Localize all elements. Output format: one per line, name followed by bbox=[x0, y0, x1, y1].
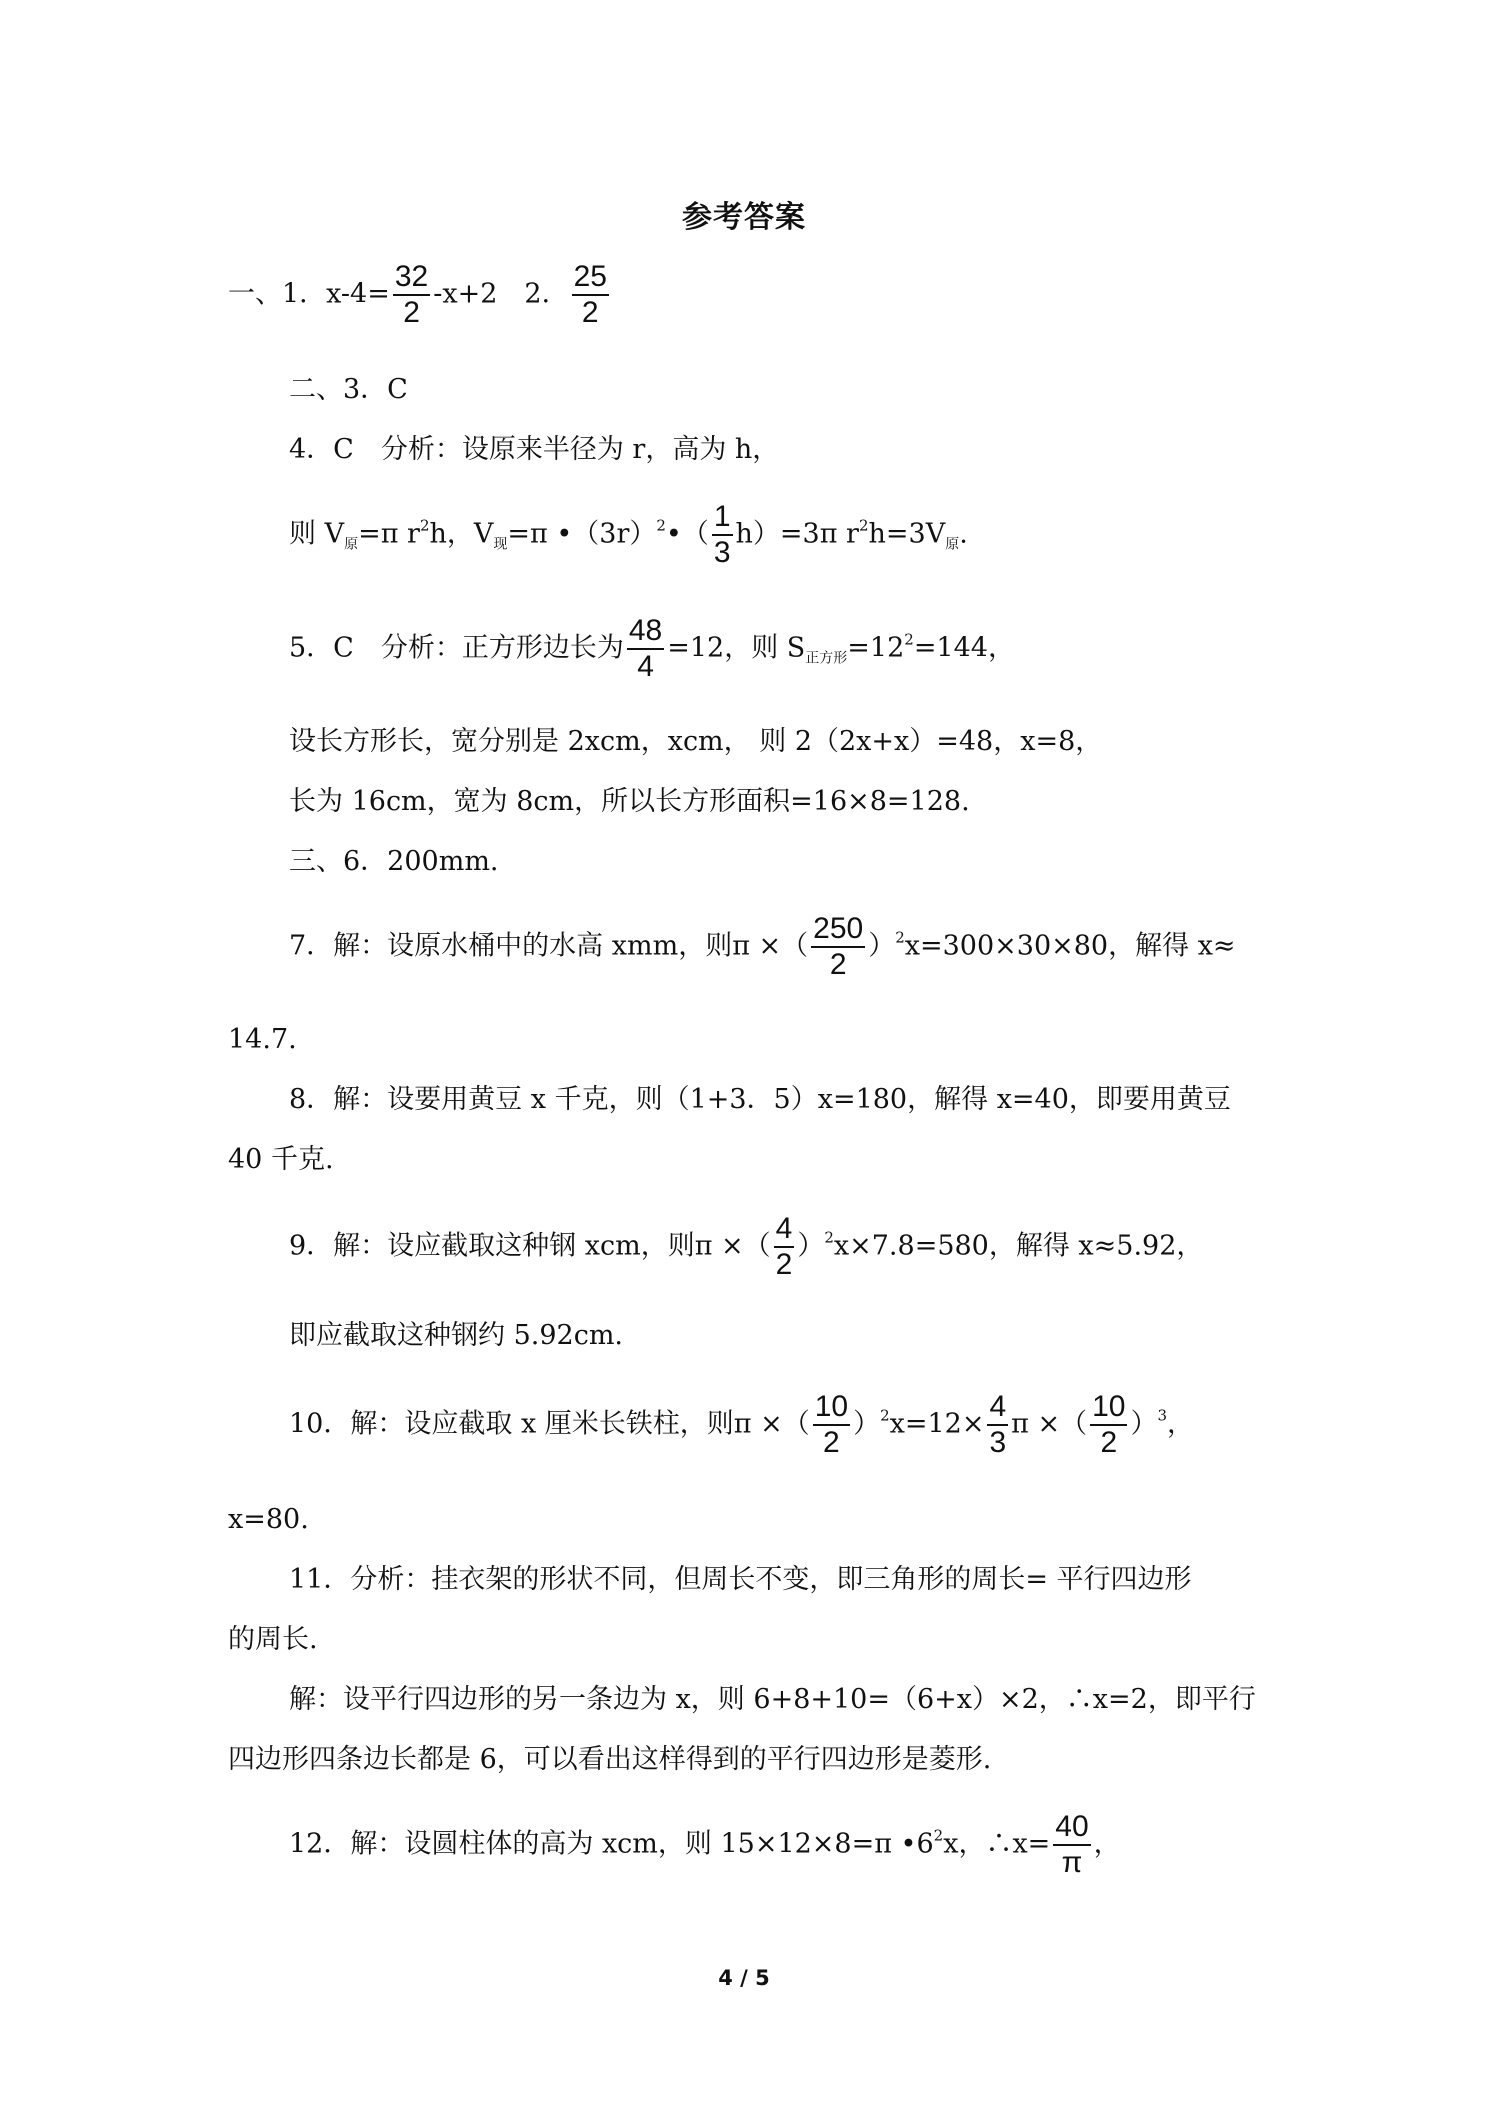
answer-line-12: 40 千克. bbox=[228, 1144, 334, 1175]
text: -x+2 2． bbox=[433, 278, 569, 310]
denominator: 2 bbox=[581, 296, 599, 329]
text: x，∴x= bbox=[943, 1828, 1051, 1860]
text: 则 V bbox=[289, 518, 345, 550]
answer-line-11: 8．解：设要用黄豆 x 千克，则（1+3．5）x=180，解得 x=40，即要用黄豆 bbox=[289, 1084, 1231, 1115]
text: . bbox=[959, 518, 968, 550]
text: 12．解：设圆柱体的高为 xcm，则 15×12×8=π •6 bbox=[289, 1828, 934, 1860]
text: ） bbox=[1130, 1408, 1158, 1440]
answer-line-2: 二、3．C bbox=[289, 374, 408, 405]
fraction bbox=[712, 500, 733, 570]
answer-line-13 bbox=[289, 1212, 1203, 1282]
numerator: 4 bbox=[774, 1212, 795, 1248]
text: h=3V bbox=[868, 518, 946, 550]
denominator: 2 bbox=[829, 948, 847, 981]
fraction bbox=[393, 260, 430, 330]
text: =12 bbox=[847, 632, 905, 664]
superscript: 3 bbox=[1157, 1406, 1168, 1425]
numerator: 10 bbox=[813, 1390, 850, 1426]
denominator: 4 bbox=[637, 650, 654, 683]
text: 5．C 分析：正方形边长为 bbox=[289, 632, 624, 664]
denominator: 3 bbox=[989, 1426, 1007, 1459]
answer-line-18: 的周长. bbox=[228, 1624, 318, 1655]
fraction bbox=[1090, 1390, 1127, 1460]
answer-line-7: 长为 16cm，宽为 8cm，所以长方形面积=16×8=128. bbox=[289, 786, 970, 817]
numerator: 4 bbox=[987, 1390, 1008, 1426]
denominator: π bbox=[1061, 1846, 1083, 1879]
answer-line-9 bbox=[289, 912, 1236, 982]
subscript: 原 bbox=[945, 536, 960, 553]
denominator: 2 bbox=[403, 296, 420, 329]
answer-line-19: 解：设平行四边形的另一条边为 x，则 6+8+10=（6+x）×2，∴x=2，即平行 bbox=[289, 1684, 1256, 1715]
text: 9．解：设应截取这种钢 xcm，则π ×（ bbox=[289, 1230, 771, 1262]
text: 一、1．x-4= bbox=[228, 278, 390, 310]
answer-line-15 bbox=[289, 1390, 1194, 1460]
answer-line-17: 11．分析：挂衣架的形状不同，但周长不变，即三角形的周长= 平行四边形 bbox=[289, 1564, 1192, 1595]
denominator: 3 bbox=[713, 536, 731, 569]
subscript: 现 bbox=[493, 536, 508, 553]
text: =π r bbox=[358, 518, 420, 550]
answer-line-5 bbox=[289, 614, 1015, 684]
text: x=12× bbox=[889, 1408, 985, 1440]
fraction bbox=[813, 1390, 850, 1460]
answer-line-3: 4．C 分析：设原来半径为 r，高为 h， bbox=[289, 434, 780, 465]
fraction bbox=[774, 1212, 795, 1282]
numerator: 48 bbox=[627, 614, 664, 650]
superscript: 2 bbox=[880, 1406, 890, 1425]
text: π ×（ bbox=[1011, 1408, 1088, 1440]
answer-line-14: 即应截取这种钢约 5.92cm. bbox=[289, 1320, 624, 1351]
text: ， bbox=[1167, 1408, 1195, 1440]
answer-line-10: 14.7. bbox=[228, 1024, 297, 1055]
answer-line-1 bbox=[228, 260, 612, 330]
text: =144， bbox=[913, 632, 1015, 664]
numerator: 250 bbox=[811, 912, 865, 948]
text: h，V bbox=[429, 518, 494, 550]
denominator: 2 bbox=[823, 1426, 840, 1459]
numerator: 1 bbox=[712, 500, 733, 536]
numerator: 10 bbox=[1090, 1390, 1127, 1426]
superscript: 2 bbox=[419, 516, 430, 535]
fraction bbox=[627, 614, 664, 684]
answer-line-8: 三、6．200mm. bbox=[289, 846, 499, 877]
denominator: 2 bbox=[1100, 1426, 1118, 1459]
numerator: 40 bbox=[1053, 1810, 1090, 1846]
text: ， bbox=[1093, 1828, 1121, 1860]
superscript: 2 bbox=[895, 928, 905, 947]
text: h）=3π r bbox=[735, 518, 859, 550]
text: 7．解：设原水桶中的水高 xmm，则π ×（ bbox=[289, 930, 809, 962]
answer-line-16: x=80. bbox=[228, 1504, 309, 1535]
numerator: 32 bbox=[393, 260, 430, 296]
answer-line-21 bbox=[289, 1810, 1121, 1880]
answer-line-6: 设长方形长，宽分别是 2xcm，xcm， 则 2（2x+x）=48，x=8， bbox=[289, 726, 1103, 757]
text: =12，则 S bbox=[667, 632, 806, 664]
answer-line-4 bbox=[289, 500, 968, 570]
superscript: 2 bbox=[858, 516, 869, 535]
text: ） bbox=[853, 1408, 881, 1440]
fraction bbox=[811, 912, 865, 982]
text: x=300×30×80，解得 x≈ bbox=[904, 930, 1236, 962]
superscript: 2 bbox=[933, 1826, 944, 1845]
fraction bbox=[1053, 1810, 1090, 1880]
superscript: 2 bbox=[904, 630, 914, 649]
subscript: 正方形 bbox=[805, 650, 848, 667]
text: =π •（3r） bbox=[507, 518, 657, 550]
page-title: 参考答案 bbox=[682, 200, 806, 235]
superscript: 2 bbox=[824, 1228, 834, 1247]
text: 10．解：设应截取 x 厘米长铁柱，则π ×（ bbox=[289, 1408, 810, 1440]
text: ） bbox=[797, 1230, 825, 1262]
numerator: 25 bbox=[572, 260, 609, 296]
text: x×7.8=580，解得 x≈5.92， bbox=[833, 1230, 1204, 1262]
fraction bbox=[987, 1390, 1008, 1460]
fraction bbox=[572, 260, 609, 330]
text: ） bbox=[868, 930, 896, 962]
subscript: 原 bbox=[344, 536, 359, 553]
page-number: 4 / 5 bbox=[718, 1966, 770, 1990]
text: •（ bbox=[665, 518, 709, 550]
superscript: 2 bbox=[656, 516, 666, 535]
answer-line-20: 四边形四条边长都是 6，可以看出这样得到的平行四边形是菱形. bbox=[228, 1744, 992, 1775]
denominator: 2 bbox=[775, 1248, 793, 1281]
